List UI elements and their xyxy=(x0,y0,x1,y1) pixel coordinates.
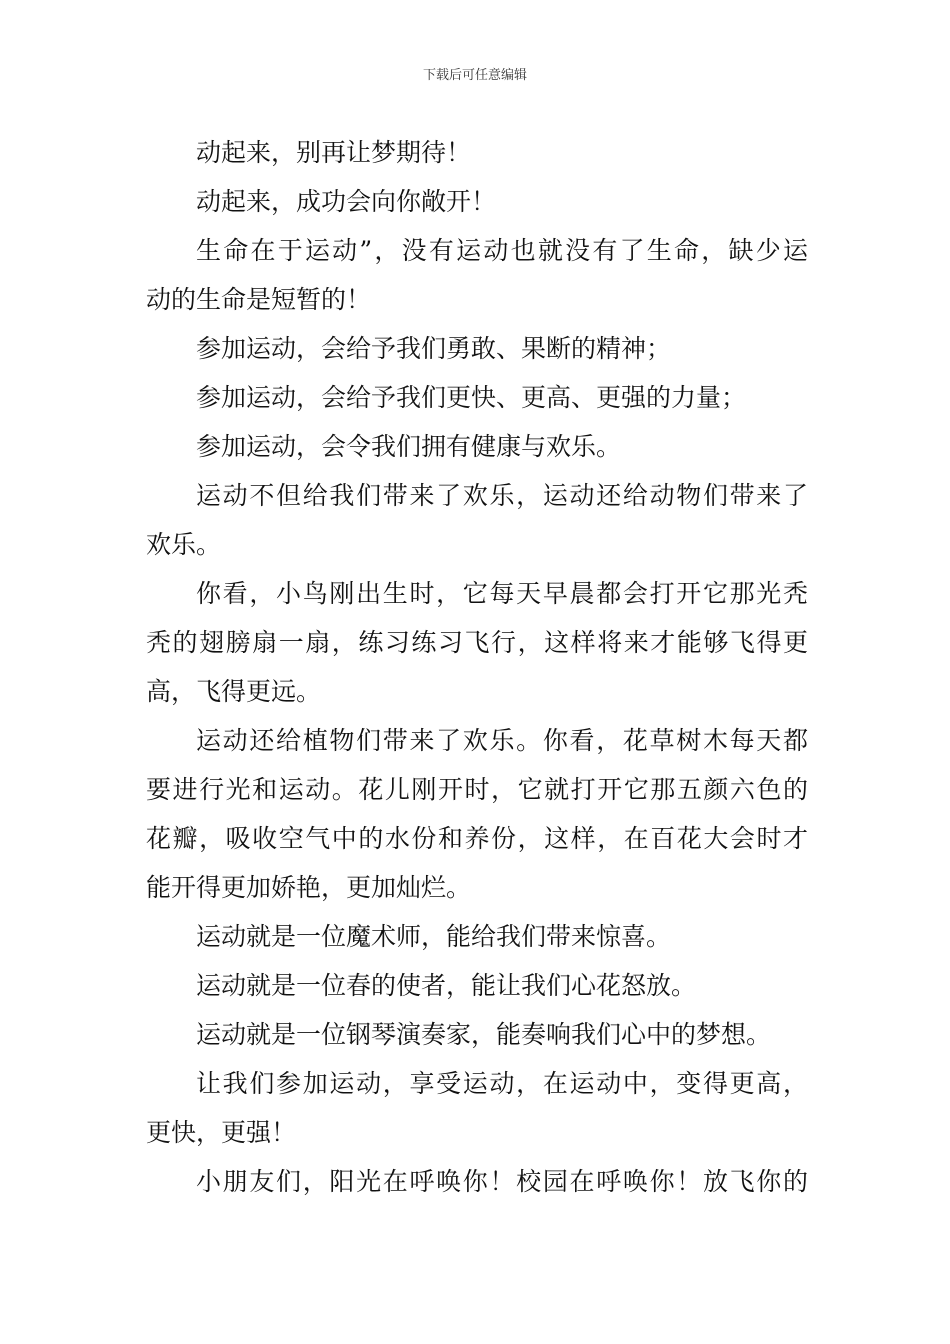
text-line: 运动就是一位春的使者，能让我们心花怒放。 xyxy=(196,971,697,1000)
text-line: 运动就是一位钢琴演奏家，能奏响我们心中的梦想。 xyxy=(196,1020,772,1049)
text-line: 要进行光和运动。花儿刚开时，它就打开它那五颜六色的 xyxy=(146,775,808,804)
text-line: 秃的翅膀扇一扇，练习练习飞行，这样将来才能够飞得更 xyxy=(146,628,808,657)
text-line: 动起来，成功会向你敞开！ xyxy=(196,187,497,216)
text-line: 花瓣，吸收空气中的水份和养份，这样，在百花大会时才 xyxy=(146,824,808,853)
text-line: 生命在于运动”，没有运动也就没有了生命，缺少运 xyxy=(196,236,808,265)
page-header: 下载后可任意编辑 xyxy=(422,68,527,83)
text-line: 更快，更强！ xyxy=(146,1118,297,1147)
text-line: 参加运动，会给予我们勇敢、果断的精神； xyxy=(196,334,672,363)
text-line: 动起来，别再让梦期待！ xyxy=(196,138,472,167)
text-line: 参加运动，会令我们拥有健康与欢乐。 xyxy=(196,432,622,461)
text-line: 让我们参加运动，享受运动，在运动中，变得更高， xyxy=(196,1069,808,1098)
text-line: 运动还给植物们带来了欢乐。你看，花草树木每天都 xyxy=(196,726,808,755)
text-line: 欢乐。 xyxy=(146,530,222,559)
document-body xyxy=(146,128,808,1206)
text-line: 运动不但给我们带来了欢乐，运动还给动物们带来了 xyxy=(196,481,808,510)
text-line: 能开得更加娇艳，更加灿烂。 xyxy=(146,873,472,902)
text-line: 参加运动，会给予我们更快、更高、更强的力量； xyxy=(196,383,747,412)
text-line: 运动就是一位魔术师，能给我们带来惊喜。 xyxy=(196,922,672,951)
text-line: 小朋友们，阳光在呼唤你！校园在呼唤你！放飞你的 xyxy=(196,1167,808,1196)
text-line: 动的生命是短暂的！ xyxy=(146,285,372,314)
text-line: 高，飞得更远。 xyxy=(146,677,322,706)
text-line: 你看，小鸟刚出生时，它每天早晨都会打开它那光秃 xyxy=(196,579,808,608)
